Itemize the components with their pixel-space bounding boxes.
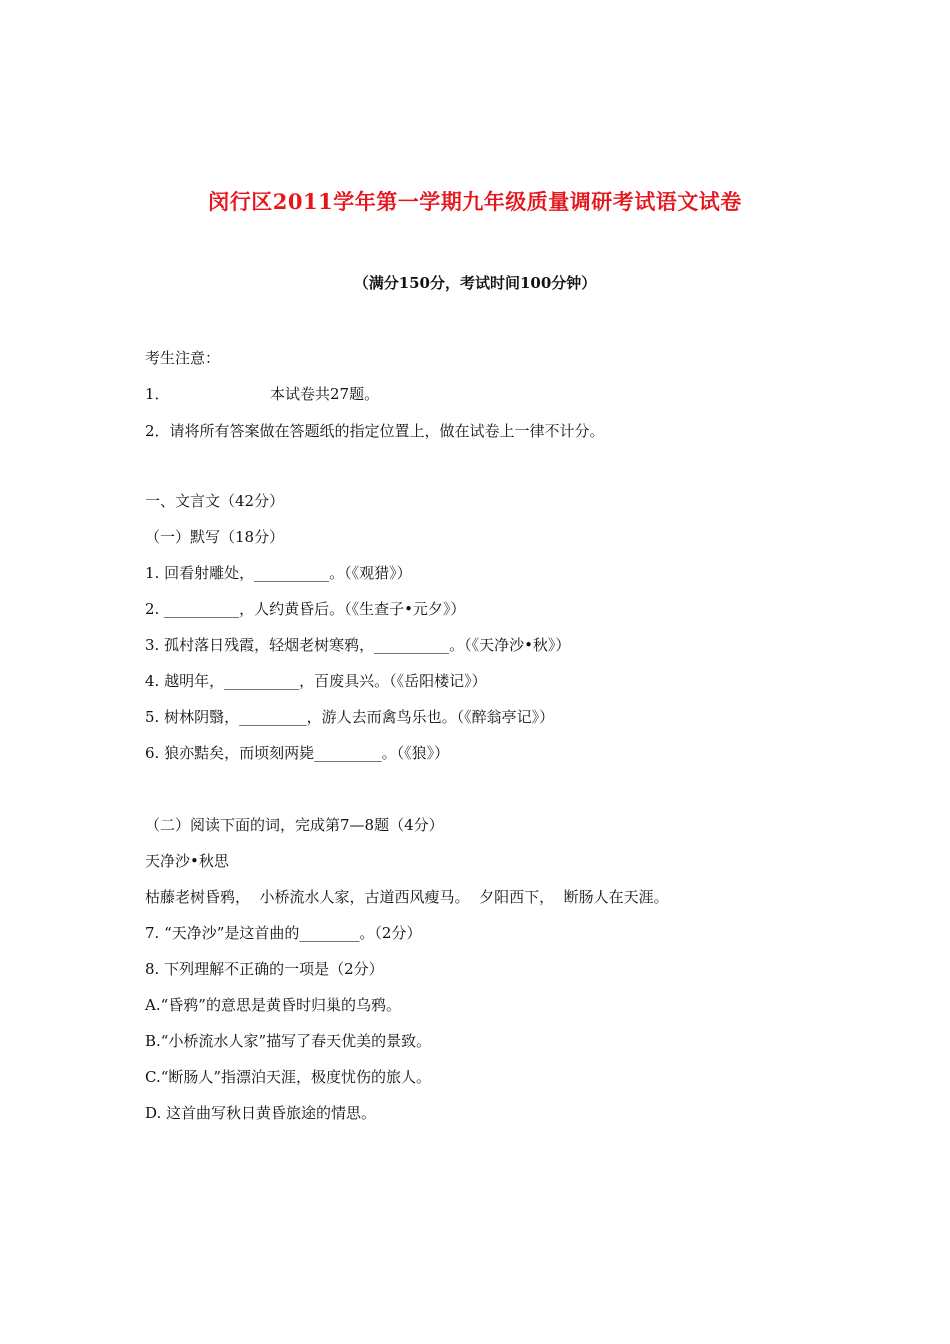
question-2: 2. __________，人约黄昏后。（《生查子•元夕》）: [145, 600, 466, 618]
question-5: 5. 树林阴翳，_________，游人去而禽鸟乐也。（《醉翁亭记》）: [145, 708, 555, 726]
option-a: A.“昏鸦”的意思是黄昏时归巢的乌鸦。: [145, 996, 401, 1014]
question-4: 4. 越明年，__________，百废具兴。（《岳阳楼记》）: [145, 672, 487, 690]
notice-item-1: [145, 384, 379, 404]
option-c: C.“断肠人”指漂泊天涯，极度忧伤的旅人。: [145, 1068, 432, 1086]
notice-item-1-text: 本试卷共27题。: [270, 385, 380, 403]
part-2-heading: （二）阅读下面的词，完成第7—8题（4分）: [145, 816, 444, 834]
option-d: D. 这首曲写秋日黄昏旅途的情思。: [145, 1104, 377, 1122]
question-8: 8. 下列理解不正确的一项是（2分）: [145, 960, 384, 978]
notice-item-2: 2．请将所有答案做在答题纸的指定位置上，做在试卷上一律不计分。: [145, 422, 605, 440]
section-1-heading: 一、文言文（42分）: [145, 492, 285, 510]
question-1: 1. 回看射雕处，__________。（《观猎》）: [145, 564, 412, 582]
poem-title: 天净沙•秋思: [145, 852, 229, 870]
exam-subtitle: （满分150分，考试时间100分钟）: [353, 274, 597, 292]
notice-heading: 考生注意：: [145, 349, 221, 367]
exam-title: 闵行区2011学年第一学期九年级质量调研考试语文试卷: [208, 189, 742, 214]
notice-item-1-number: 1．: [145, 385, 170, 403]
question-3: 3. 孤村落日残霞，轻烟老树寒鸦，__________。（《天净沙•秋》）: [145, 636, 571, 654]
question-6: 6. 狼亦黠矣，而顷刻两毙_________。（《狼》）: [145, 744, 450, 762]
option-b: B.“小桥流水人家”描写了春天优美的景致。: [145, 1032, 432, 1050]
question-7: 7. “天净沙”是这首曲的________。（2分）: [145, 924, 422, 942]
poem-text: 枯藤老树昏鸦， 小桥流水人家，古道西风瘦马。 夕阳西下， 断肠人在天涯。: [145, 888, 669, 906]
part-1-heading: （一）默写（18分）: [145, 528, 285, 546]
